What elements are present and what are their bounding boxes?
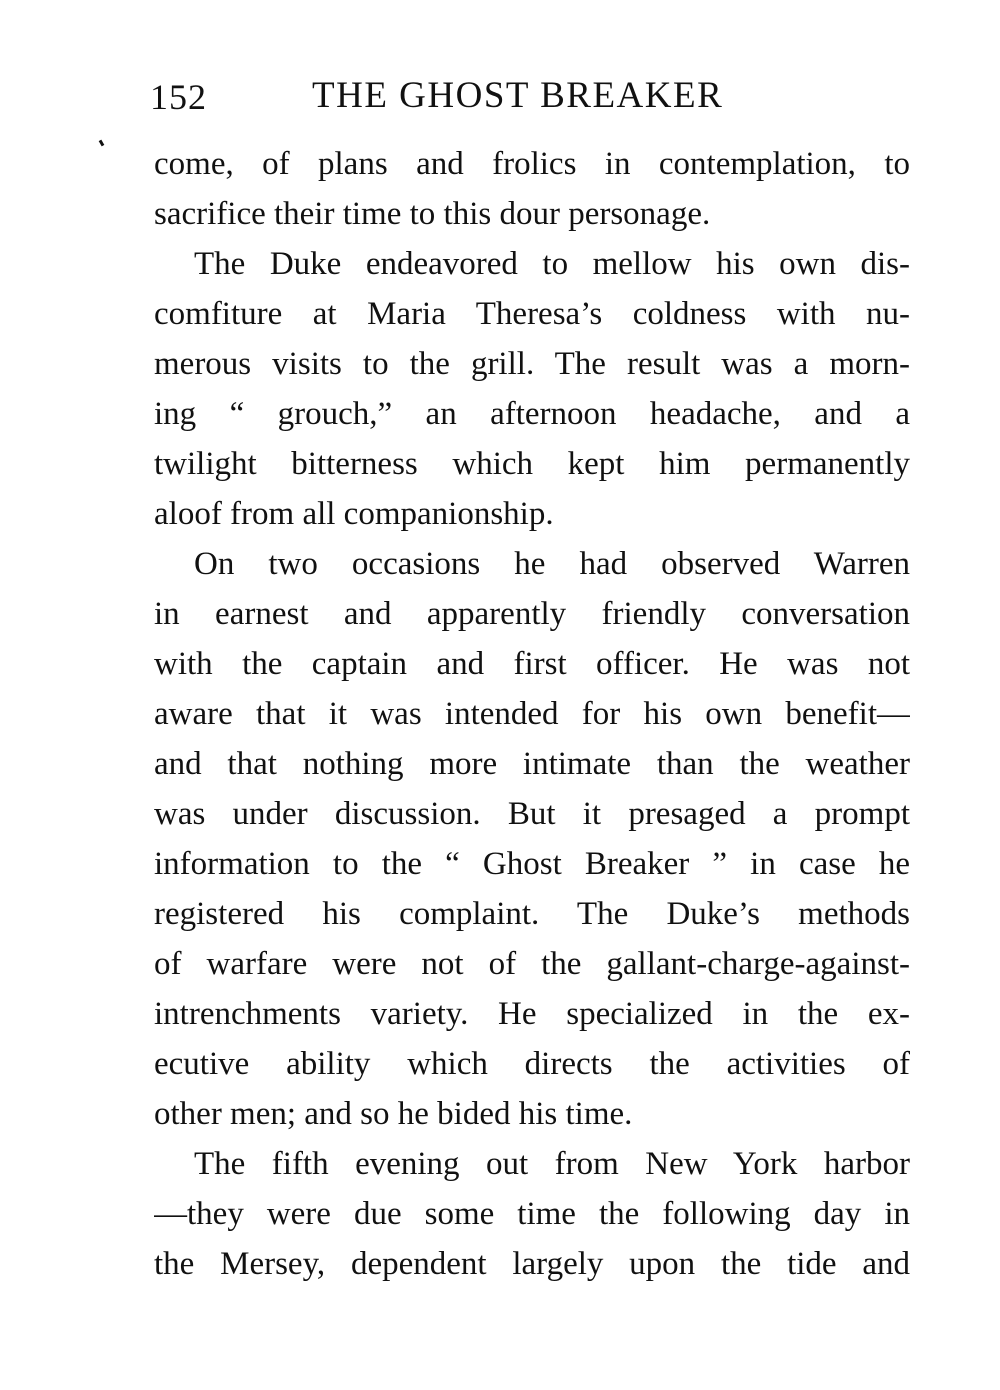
text-line: aware that it was intended for his own benefit— bbox=[154, 696, 910, 732]
running-head bbox=[0, 70, 1000, 120]
text-line: merous visits to the grill. The result was a morn- bbox=[154, 346, 910, 382]
text-line: in earnest and apparently friendly conversation bbox=[154, 596, 910, 632]
text-line: The fifth evening out from New York harbor bbox=[194, 1146, 910, 1182]
text-line: come, of plans and frolics in contemplation, to bbox=[154, 146, 910, 182]
text-line: information to the “ Ghost Breaker ” in case he bbox=[154, 846, 910, 882]
text-line: ing “ grouch,” an afternoon headache, and a bbox=[154, 396, 910, 432]
text-line: The Duke endeavored to mellow his own dis- bbox=[194, 246, 910, 282]
stray-ink-mark bbox=[99, 140, 105, 147]
text-line: of warfare were not of the gallant-charge-against- bbox=[154, 946, 910, 982]
text-line: comfiture at Maria Theresa’s coldness with nu- bbox=[154, 296, 910, 332]
text-line: registered his complaint. The Duke’s methods bbox=[154, 896, 910, 932]
text-line: intrenchments variety. He specialized in the ex- bbox=[154, 996, 910, 1032]
text-line: with the captain and first officer. He was not bbox=[154, 646, 910, 682]
text-line: —they were due some time the following day in bbox=[154, 1196, 910, 1232]
running-title: THE GHOST BREAKER bbox=[312, 75, 724, 116]
text-line: aloof from all companionship. bbox=[154, 496, 554, 532]
text-line: ecutive ability which directs the activities of bbox=[154, 1046, 910, 1082]
page-number: 152 bbox=[150, 77, 207, 117]
text-line: sacrifice their time to this dour personage. bbox=[154, 196, 711, 232]
text-line: On two occasions he had observed Warren bbox=[194, 546, 910, 582]
text-line: was under discussion. But it presaged a prompt bbox=[154, 796, 910, 832]
text-line: twilight bitterness which kept him permanently bbox=[154, 446, 910, 482]
text-line: the Mersey, dependent largely upon the tide and bbox=[154, 1246, 910, 1282]
text-line: other men; and so he bided his time. bbox=[154, 1096, 633, 1132]
body-text bbox=[154, 139, 910, 1289]
text-line: and that nothing more intimate than the weather bbox=[154, 746, 910, 782]
